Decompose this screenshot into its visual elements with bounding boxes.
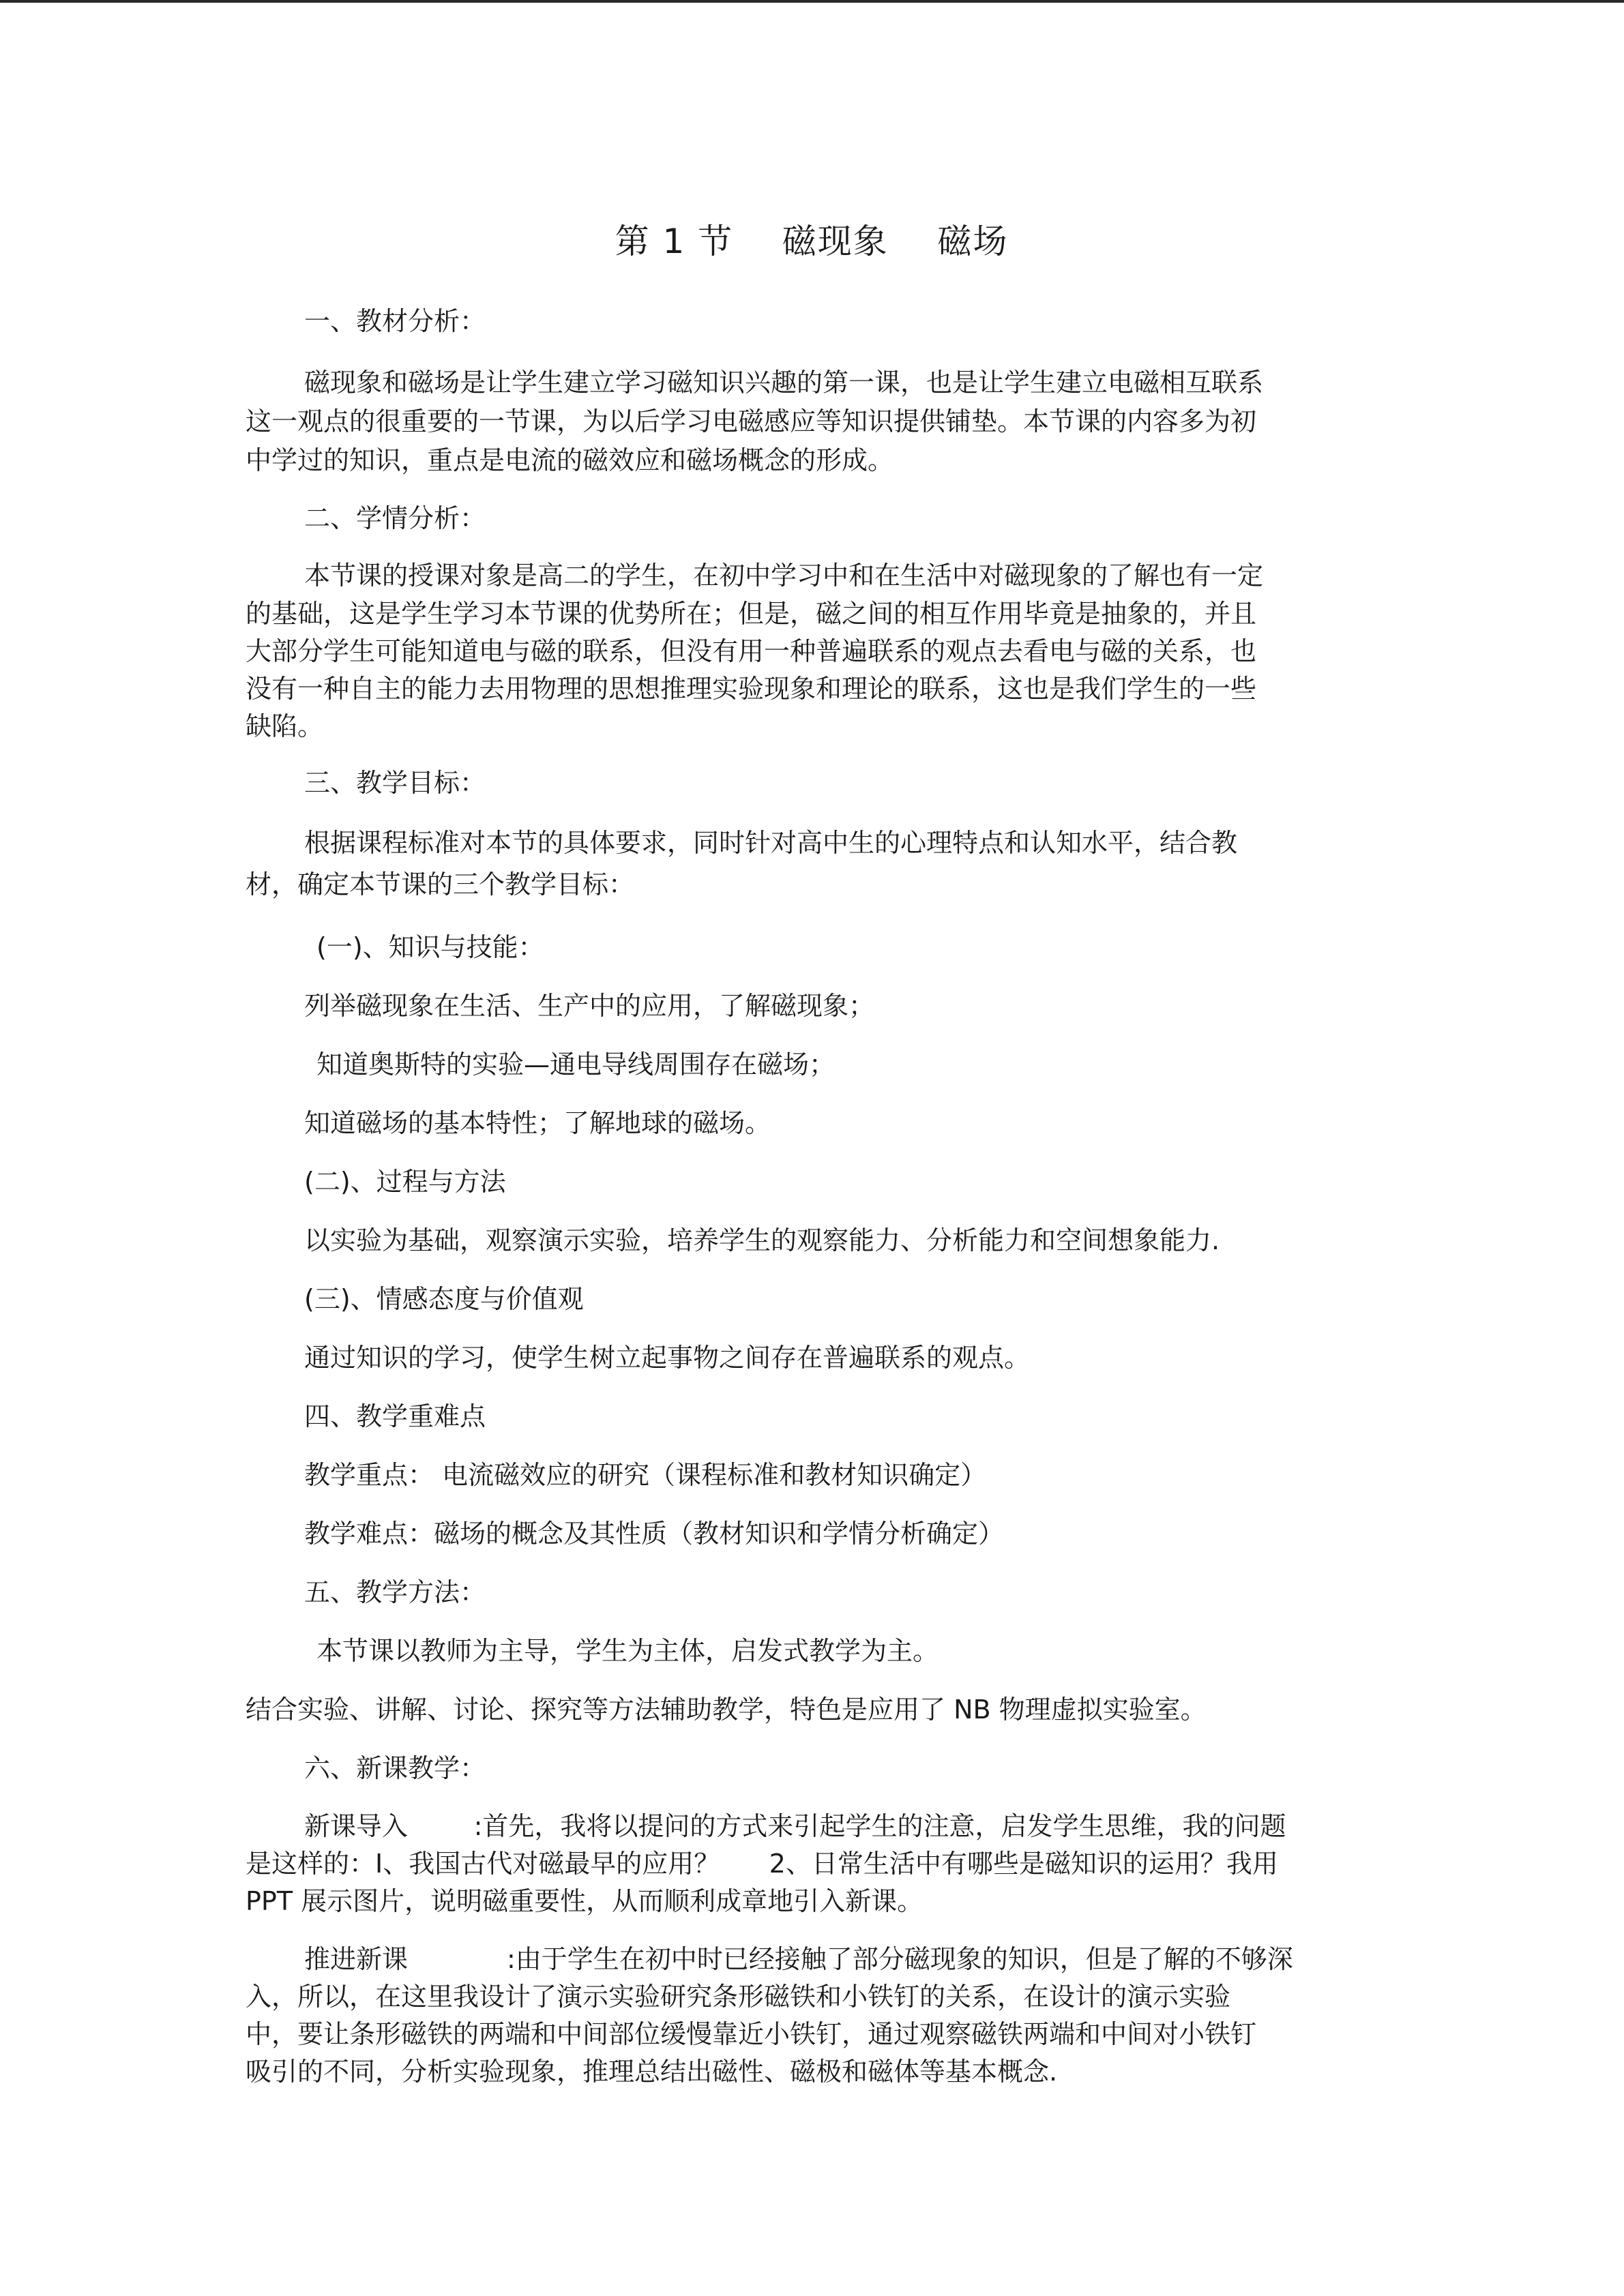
paragraph-line: 推进新课 :由于学生在初中时已经接触了部分磁现象的知识，但是了解的不够深 xyxy=(304,1944,1293,1974)
subsection-heading: (三)、情感态度与价值观 xyxy=(304,1284,584,1314)
paragraph-line: 中，要让条形磁铁的两端和中间部位缓慢靠近小铁钉，通过观察磁铁两端和中间对小铁钉 xyxy=(246,2019,1257,2049)
paragraph-line: 以实验为基础，观察演示实验，培养学生的观察能力、分析能力和空间想象能力. xyxy=(304,1225,1220,1255)
subsection-heading: (一)、知识与技能： xyxy=(316,932,544,962)
section-heading: 六、新课教学： xyxy=(304,1753,486,1783)
document-title: 第 1 节 磁现象 磁场 xyxy=(615,222,1009,261)
paragraph-line: PPT 展示图片，说明磁重要性，从而顺利成章地引入新课。 xyxy=(246,1886,924,1916)
section-heading: 三、教学目标： xyxy=(304,768,486,798)
paragraph-line: 材，确定本节课的三个教学目标： xyxy=(246,869,635,899)
paragraph-line: 缺陷。 xyxy=(246,711,324,741)
paragraph-line: 结合实验、讲解、讨论、探究等方法辅助教学，特色是应用了 NB 物理虚拟实验室。 xyxy=(246,1695,1207,1725)
paragraph-line: 根据课程标准对本节的具体要求，同时针对高中生的心理特点和认知水平，结合教 xyxy=(304,828,1238,858)
paragraph-line: 列举磁现象在生活、生产中的应用，了解磁现象； xyxy=(304,991,875,1021)
paragraph-line: 知道磁场的基本特性；了解地球的磁场。 xyxy=(304,1108,771,1138)
paragraph-line: 是这样的：I、我国古代对磁最早的应用？ 2、日常生活中有哪些是磁知识的运用？我用 xyxy=(246,1849,1278,1879)
paragraph-line: 磁现象和磁场是让学生建立学习磁知识兴趣的第一课，也是让学生建立电磁相互联系 xyxy=(304,368,1264,398)
paragraph-line: 的基础，这是学生学习本节课的优势所在；但是，磁之间的相互作用毕竟是抽象的，并且 xyxy=(246,599,1257,629)
paragraph-line: 这一观点的很重要的一节课，为以后学习电磁感应等知识提供铺垫。本节课的内容多为初 xyxy=(246,406,1257,436)
paragraph-line: 大部分学生可能知道电与磁的联系，但没有用一种普遍联系的观点去看电与磁的关系，也 xyxy=(246,636,1257,666)
subsection-heading: (二)、过程与方法 xyxy=(304,1167,506,1197)
paragraph-line: 知道奥斯特的实验—通电导线周围存在磁场； xyxy=(316,1049,836,1079)
paragraph-line: 通过知识的学习，使学生树立起事物之间存在普遍联系的观点。 xyxy=(304,1343,1031,1373)
section-heading: 二、学情分析： xyxy=(304,503,486,533)
paragraph-line: 教学难点：磁场的概念及其性质（教材知识和学情分析确定） xyxy=(304,1519,1005,1549)
paragraph-line: 本节课的授课对象是高二的学生，在初中学习中和在生活中对磁现象的了解也有一定 xyxy=(304,561,1264,591)
section-heading: 五、教学方法： xyxy=(304,1577,486,1607)
paragraph-line: 教学重点： 电流磁效应的研究（课程标准和教材知识确定） xyxy=(304,1460,987,1490)
paragraph-line: 没有一种自主的能力去用物理的思想推理实验现象和理论的联系，这也是我们学生的一些 xyxy=(246,674,1257,704)
paragraph-line: 新课导入 :首先，我将以提问的方式来引起学生的注意，启发学生思维，我的问题 xyxy=(304,1811,1286,1841)
section-heading: 四、教学重难点 xyxy=(304,1401,486,1431)
page-top-border xyxy=(0,0,1624,3)
paragraph-line: 吸引的不同，分析实验现象，推理总结出磁性、磁极和磁体等基本概念. xyxy=(246,2057,1058,2087)
section-heading: 一、教材分析： xyxy=(304,306,486,336)
paragraph-line: 入，所以，在这里我设计了演示实验研究条形磁铁和小铁钉的关系，在设计的演示实验 xyxy=(246,1982,1231,2012)
paragraph-line: 中学过的知识，重点是电流的磁效应和磁场概念的形成。 xyxy=(246,445,894,475)
paragraph-line: 本节课以教师为主导，学生为主体，启发式教学为主。 xyxy=(316,1636,939,1666)
